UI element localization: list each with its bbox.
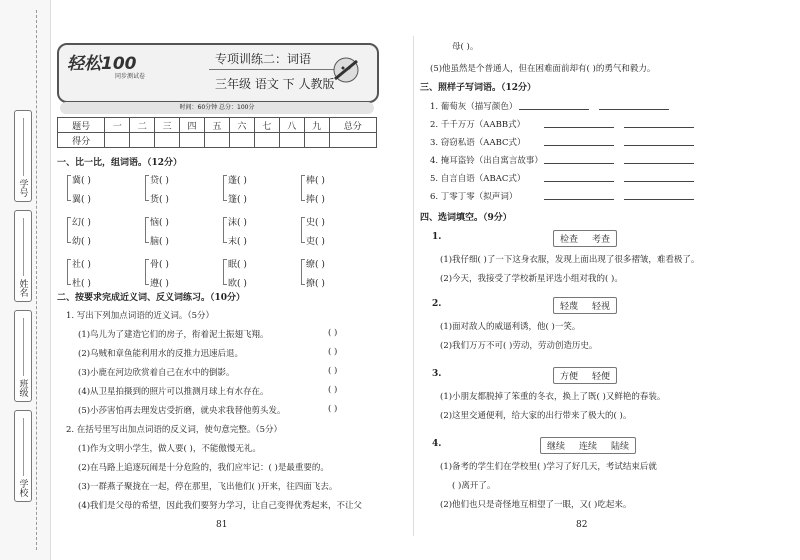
score-cell[interactable] — [155, 133, 180, 148]
class-label: 班级 — [17, 379, 28, 397]
synonym-question: (4)从卫星拍摄到的照片可以推测月球上有水存在。 — [78, 387, 269, 397]
answer-blank[interactable] — [544, 137, 614, 146]
answer-blank[interactable] — [544, 119, 614, 128]
group-number: 3. — [432, 369, 442, 379]
word-pair-cell[interactable]: 缭( ) — [306, 260, 325, 270]
word-pair-cell[interactable]: 贷( ) — [150, 176, 169, 186]
pair-brace — [223, 217, 227, 243]
word-pair-cell[interactable]: 末( ) — [228, 237, 247, 247]
question-number-cell: 二 — [130, 118, 155, 133]
word-pair-cell[interactable]: 杜( ) — [72, 279, 91, 289]
word-pair-cell[interactable]: 恼( ) — [150, 218, 169, 228]
binding-strip — [0, 0, 51, 560]
choice-word: 轻蔑 — [560, 302, 579, 312]
answer-blank[interactable] — [624, 119, 694, 128]
pair-brace — [145, 175, 149, 201]
fill-blank-sentence: (1)我仔细( )了一下这身衣服，发现上面出现了很多褶皱，难看极了。 — [440, 255, 700, 265]
pair-brace — [145, 259, 149, 285]
synonym-question: (1)鸟儿为了建造它们的房子，衔着泥土振翅飞翔。 — [78, 330, 269, 340]
score-cell: 得分 — [58, 133, 105, 148]
antonym-question: (4)我们是父母的希望，因此我们要努力学习，让自己变得优秀起来，不让父 — [78, 501, 363, 511]
antonym-question: (1)作为文明小学生，做人要( )，不能傲慢无礼。 — [78, 444, 261, 454]
score-cell[interactable] — [229, 133, 254, 148]
word-pair-cell[interactable]: 社( ) — [72, 260, 91, 270]
word-pair-cell[interactable]: 骨( ) — [150, 260, 169, 270]
question-number-cell: 总分 — [329, 118, 376, 133]
word-pair-cell[interactable]: 棒( ) — [306, 176, 325, 186]
pair-brace — [223, 175, 227, 201]
synonym-question: (3)小鹿在河边欣赏着自己在水中的倒影。 — [78, 368, 235, 378]
synonym-question: (2)乌贼和章鱼能利用水的反推力迅速后退。 — [78, 349, 244, 359]
word-pair-cell[interactable]: 眠( ) — [228, 260, 247, 270]
word-pair-cell[interactable]: 幼( ) — [72, 237, 91, 247]
word-pair-cell[interactable]: 沫( ) — [228, 218, 247, 228]
page-number-left: 81 — [216, 520, 228, 530]
word-pair-cell[interactable]: 欧( ) — [228, 279, 247, 289]
answer-paren[interactable]: ( ) — [328, 366, 338, 376]
time-bar: 时间：60分钟 总分：100分 — [60, 102, 374, 114]
choice-word: 考查 — [592, 235, 611, 245]
group-number: 2. — [432, 299, 442, 309]
choice-word: 轻视 — [592, 302, 611, 312]
student-id-box — [14, 110, 32, 202]
score-cell[interactable] — [130, 133, 155, 148]
answer-blank[interactable] — [624, 137, 694, 146]
question-number-cell: 五 — [205, 118, 230, 133]
score-cell[interactable] — [329, 133, 376, 148]
fill-blank-sentence: ( )离开了。 — [452, 481, 496, 491]
group-number: 4. — [432, 439, 442, 449]
page-number-right: 82 — [576, 520, 588, 530]
word-pair-cell[interactable]: 捧( ) — [306, 195, 325, 205]
pen-mascot-icon — [329, 53, 363, 87]
pattern-word-item: 5. 自言自语（ABAC式） — [430, 174, 526, 184]
word-choice-box — [540, 437, 636, 454]
section-3-title: 三、照样子写词语。（12分） — [420, 83, 537, 93]
pair-brace — [301, 259, 305, 285]
word-pair-cell[interactable]: 幻( ) — [72, 218, 91, 228]
name-box — [14, 210, 32, 302]
fill-blank-sentence: (1)备考的学生们在学校里( )学习了好几天，考试结束后就 — [440, 462, 657, 472]
pattern-word-item: 1. 葡萄灰（描写颜色） — [430, 102, 518, 112]
antonym-question: (2)在马路上追逐玩闹是十分危险的，我们应牢记：( )是最重要的。 — [78, 463, 329, 473]
word-pair-cell[interactable]: 撩( ) — [306, 279, 325, 289]
choice-word: 方便 — [560, 372, 579, 382]
pair-brace — [301, 217, 305, 243]
pair-brace — [67, 217, 71, 243]
grade-subtitle: 三年级 语文 下 人教版 — [215, 77, 335, 91]
top-line-2: (5)他虽然是个普通人，但在困难面前却有( )的勇气和毅力。 — [430, 64, 656, 74]
answer-blank[interactable] — [544, 173, 614, 182]
word-choice-box — [553, 367, 617, 384]
score-cell[interactable] — [304, 133, 329, 148]
class-box — [14, 310, 32, 402]
student-id-label: 学号 — [17, 179, 28, 197]
word-pair-cell[interactable]: 遵( ) — [150, 279, 169, 289]
fill-blank-sentence: (2)这里交通便利，给大家的出行带来了极大的( )。 — [440, 411, 632, 421]
question-number-cell: 八 — [279, 118, 304, 133]
answer-paren[interactable]: ( ) — [328, 347, 338, 357]
antonym-question: (3)一群燕子聚拢在一起，停在那里，飞出他们( )开来，往四面飞去。 — [78, 482, 338, 492]
section-2-title: 二、按要求完成近义词、反义词练习。（10分） — [57, 293, 246, 303]
word-pair-cell[interactable]: 史( ) — [306, 218, 325, 228]
page-divider — [413, 36, 414, 536]
pair-brace — [67, 175, 71, 201]
word-pair-cell[interactable]: 吏( ) — [306, 237, 325, 247]
score-cell[interactable] — [205, 133, 230, 148]
pair-brace — [223, 259, 227, 285]
score-cell[interactable] — [105, 133, 130, 148]
choice-word: 检查 — [560, 235, 579, 245]
name-label: 姓名 — [17, 279, 28, 297]
fill-blank-sentence: (1)小朋友都脱掉了笨重的冬衣，换上了既( )又鲜艳的春装。 — [440, 392, 666, 402]
question-number-cell: 七 — [254, 118, 279, 133]
school-label: 学校 — [17, 479, 28, 497]
word-pair-cell[interactable]: 冀( ) — [72, 176, 91, 186]
word-pair-cell[interactable]: 货( ) — [150, 195, 169, 205]
question-number-cell: 三 — [155, 118, 180, 133]
pattern-word-item: 2. 千千万万（AABB式） — [430, 120, 526, 130]
group-number: 1. — [432, 232, 442, 242]
pair-brace — [67, 259, 71, 285]
choice-word: 连续 — [579, 442, 598, 452]
answer-blank[interactable] — [624, 191, 694, 200]
section-1-title: 一、比一比，组词语。（12分） — [57, 158, 183, 168]
word-choice-box — [553, 297, 617, 314]
word-choice-box — [553, 230, 617, 247]
choice-word: 继续 — [547, 442, 566, 452]
pair-brace — [301, 175, 305, 201]
q1-instruction: 1. 写出下列加点词语的近义词。（5分） — [66, 311, 214, 321]
school-box — [14, 410, 32, 502]
question-number-cell: 题号 — [58, 118, 105, 133]
choice-word: 陆续 — [611, 442, 630, 452]
score-cell[interactable] — [180, 133, 205, 148]
header-banner — [57, 43, 379, 103]
word-pair-cell[interactable]: 蓬( ) — [228, 176, 247, 186]
score-cell[interactable] — [254, 133, 279, 148]
section-4-title: 四、选词填空。（9分） — [420, 213, 512, 223]
fill-blank-sentence: (2)今天，我接受了学校新星评选小组对我的( )。 — [440, 274, 623, 284]
score-cell[interactable] — [279, 133, 304, 148]
question-number-cell: 六 — [229, 118, 254, 133]
word-pair-cell[interactable]: 翼( ) — [72, 195, 91, 205]
top-line-1: 母( )。 — [452, 42, 479, 52]
pattern-word-item: 6. 丁零丁零（拟声词） — [430, 192, 518, 202]
answer-paren[interactable]: ( ) — [328, 328, 338, 338]
logo: 轻松100 同步测试卷 — [67, 54, 146, 80]
answer-blank[interactable] — [599, 101, 669, 110]
answer-blank[interactable] — [519, 101, 589, 110]
word-pair-cell[interactable]: 脑( ) — [150, 237, 169, 247]
answer-blank[interactable] — [544, 191, 614, 200]
answer-paren[interactable]: ( ) — [328, 404, 338, 414]
question-number-cell: 四 — [180, 118, 205, 133]
score-table — [57, 117, 377, 148]
pattern-word-item: 4. 掩耳盗铃（出自寓言故事） — [430, 156, 543, 166]
answer-paren[interactable]: ( ) — [328, 385, 338, 395]
answer-blank[interactable] — [624, 155, 694, 164]
choice-word: 轻便 — [592, 372, 611, 382]
synonym-question: (5)小莎害怕再去理发店受折磨，就央求我替他剪头发。 — [78, 406, 286, 416]
fill-blank-sentence: (2)他们也只是奇怪地互相望了一眼，又( )吃起来。 — [440, 500, 632, 510]
pair-brace — [145, 217, 149, 243]
q2-instruction: 2. 在括号里写出加点词语的反义词，使句意完整。（5分） — [66, 425, 282, 435]
page-title: 专项训练二：词语 — [215, 52, 312, 66]
question-number-cell: 一 — [105, 118, 130, 133]
fill-blank-sentence: (1)面对敌人的威逼利诱，他( )一笑。 — [440, 322, 581, 332]
cut-line — [36, 10, 37, 550]
fill-blank-sentence: (2)我们万万不可( )劳动，劳动创造历史。 — [440, 341, 598, 351]
answer-blank[interactable] — [624, 173, 694, 182]
word-pair-cell[interactable]: 篷( ) — [228, 195, 247, 205]
answer-blank[interactable] — [544, 155, 614, 164]
pattern-word-item: 3. 窃窃私语（AABC式） — [430, 138, 526, 148]
question-number-cell: 九 — [304, 118, 329, 133]
